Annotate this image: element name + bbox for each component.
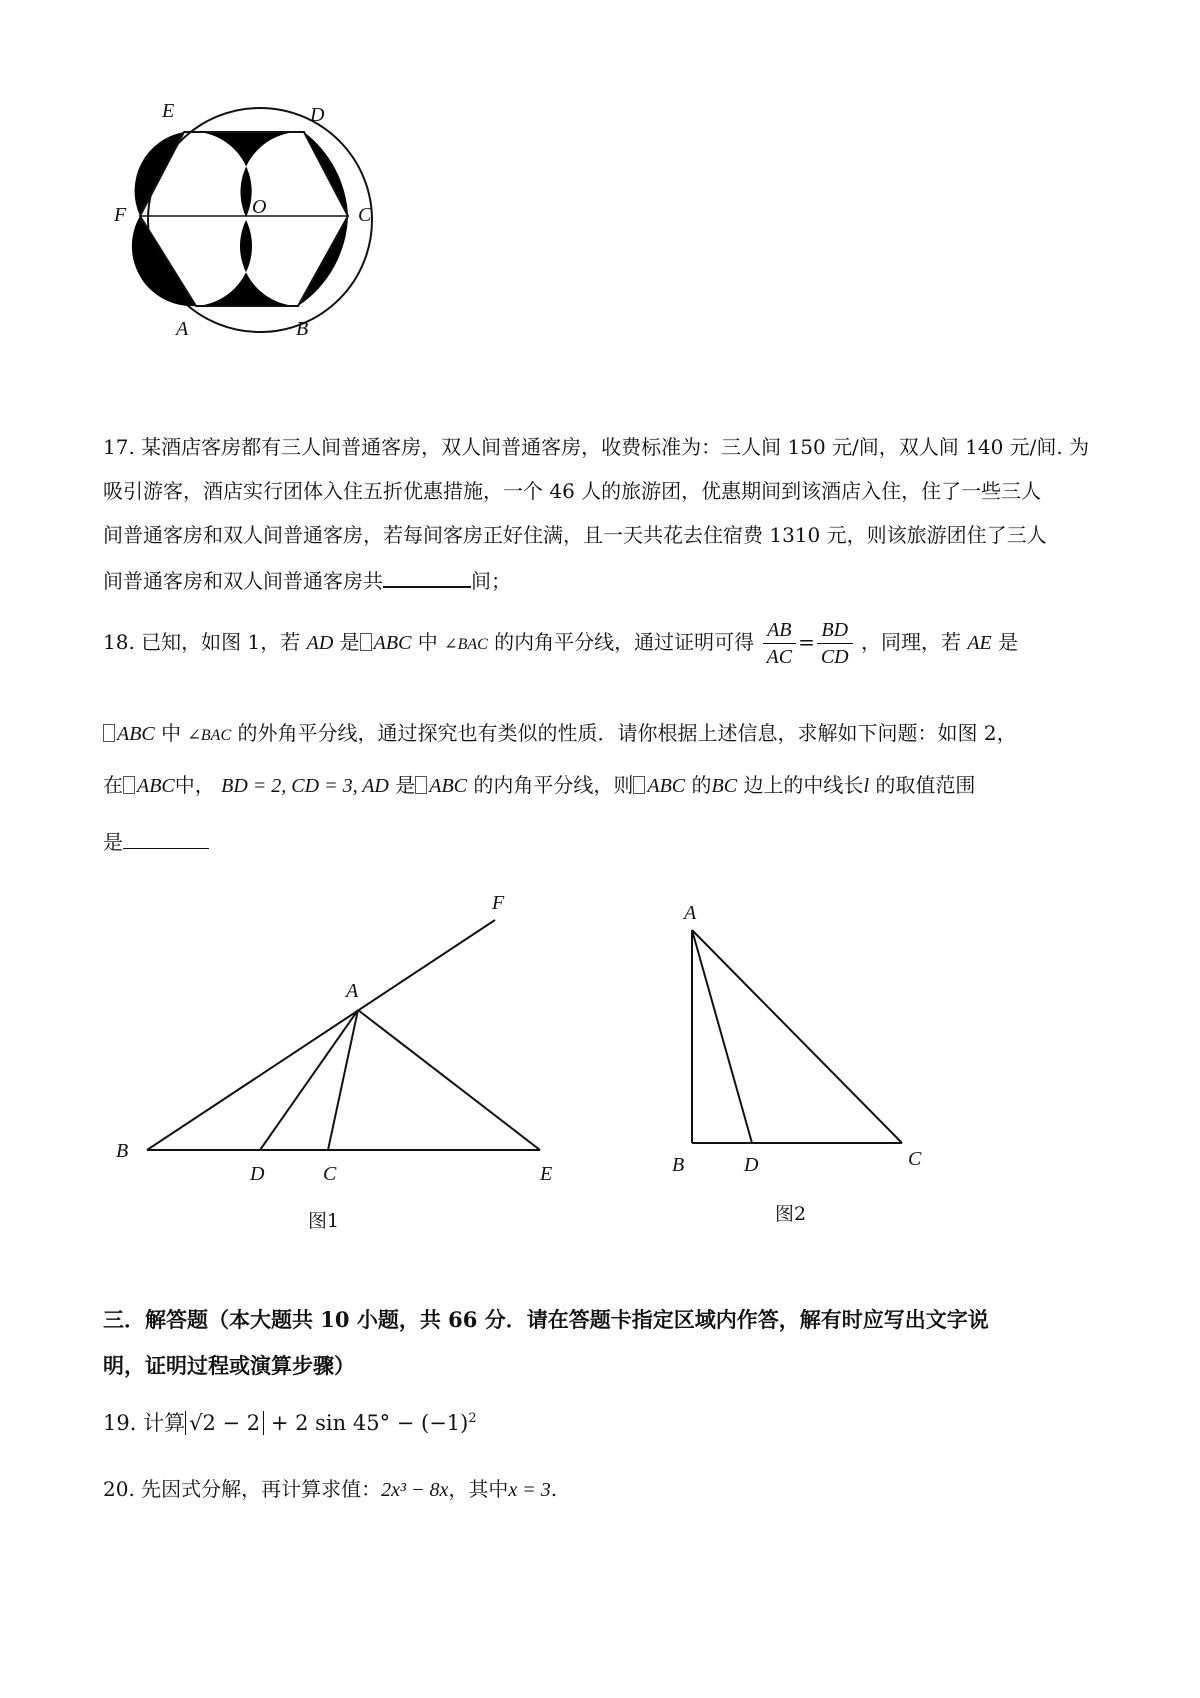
q20-mid: ，其中 bbox=[448, 1477, 509, 1501]
label-b: B bbox=[296, 318, 309, 340]
q18-angle-2: ∠BAC bbox=[187, 727, 232, 744]
q17-text-1: 某酒店客房都有三人间普通客房，双人间普通客房，收费标准为：三人间 150 元/间，双人间 140 元/间. 为 bbox=[141, 435, 1090, 459]
frac1-num: AB bbox=[763, 617, 797, 644]
q18-text-k: 是 bbox=[395, 773, 416, 797]
q17-text-4b: 间； bbox=[471, 569, 511, 593]
q17-number: 17. bbox=[103, 435, 135, 459]
line-ae bbox=[358, 1010, 540, 1150]
q18-text-j: 中， bbox=[174, 773, 215, 797]
q18-abc-3: ABC bbox=[137, 775, 175, 797]
q18-abc-5: ABC bbox=[647, 775, 686, 797]
label-d: D bbox=[310, 104, 325, 126]
label-e: E bbox=[162, 100, 175, 122]
shaded-top bbox=[184, 132, 304, 217]
q18-line2 bbox=[103, 718, 1017, 751]
q19-text: 计算 bbox=[143, 1411, 186, 1435]
q17-line2: 吸引游客，酒店实行团体入住五折优惠措施，一个 46 人的旅游团，优惠期间到该酒店入住，住了一些三人 bbox=[103, 479, 1042, 503]
q18-text-l: 的内角平分线，则 bbox=[473, 773, 634, 797]
fig1-caption: 图1 bbox=[308, 1210, 340, 1232]
q20-expr: 2x³ − 8x bbox=[381, 1479, 449, 1501]
shaded-left-bottom bbox=[132, 216, 196, 306]
q18-text-a: 已知，如图 1，若 bbox=[141, 630, 301, 654]
q18-number: 18. bbox=[103, 630, 135, 654]
q19-exponent: 2 bbox=[468, 1411, 477, 1426]
shaded-bottom bbox=[196, 220, 304, 306]
label-c: C bbox=[358, 204, 372, 226]
triangle-figures bbox=[100, 875, 1000, 1245]
q18-text-n: 边上的中线长 bbox=[743, 773, 864, 797]
q18-text-m: 的 bbox=[691, 773, 712, 797]
fig2-label-a: A bbox=[684, 902, 697, 924]
q17-text-4a: 间普通客房和双人间普通客房共 bbox=[103, 569, 383, 593]
q18-text-c: 中 bbox=[417, 630, 438, 654]
q18-line1 bbox=[103, 612, 1018, 675]
label-f: F bbox=[114, 204, 127, 226]
q18-line4 bbox=[103, 826, 209, 857]
q18-bc: BC bbox=[711, 775, 738, 797]
q18-text-o: 的取值范围 bbox=[875, 773, 976, 797]
q18-angle: ∠BAC bbox=[444, 636, 488, 653]
frac2-den: CD bbox=[820, 646, 849, 668]
fig1-label-d: D bbox=[250, 1163, 265, 1185]
q18-ad: AD bbox=[306, 632, 334, 654]
line-ad-2 bbox=[692, 930, 752, 1143]
q18-line3 bbox=[103, 770, 975, 801]
fig1-label-c: C bbox=[323, 1163, 337, 1185]
q19-expr-b: + 2 sin 45° − (−1) bbox=[270, 1411, 469, 1435]
line-bf bbox=[147, 920, 495, 1150]
fraction-bd-cd bbox=[817, 617, 853, 670]
q18-condition: BD = 2, CD = 3, AD bbox=[221, 775, 389, 797]
section3-heading-line2: 明，证明过程或演算步骤） bbox=[103, 1353, 355, 1378]
line-ac-2 bbox=[692, 930, 902, 1143]
q18-text-h: 的外角平分线，通过探究也有类似的性质．请你根据上述信息，求解如下问题：如图 2， bbox=[237, 721, 1017, 745]
section3-heading-line1: 三．解答题（本大题共 10 小题，共 66 分．请在答题卡指定区域内作答，解有时应写出文字说 bbox=[103, 1307, 989, 1332]
q19-abs-value bbox=[185, 1411, 264, 1435]
q17-answer-blank[interactable] bbox=[383, 564, 471, 588]
fig2-label-d: D bbox=[744, 1154, 759, 1176]
q20-end: . bbox=[550, 1477, 558, 1501]
q18-answer-blank[interactable] bbox=[123, 826, 209, 849]
frac2-num: BD bbox=[817, 617, 853, 644]
fig2-caption: 图2 bbox=[775, 1203, 807, 1225]
q19-line bbox=[103, 1404, 477, 1438]
q18-text-g: 中 bbox=[161, 721, 182, 745]
fig1-label-f: F bbox=[492, 892, 505, 914]
q18-ae: AE bbox=[967, 632, 992, 654]
q18-text-f: 是 bbox=[998, 630, 1019, 654]
triangle-symbol bbox=[415, 776, 427, 794]
q18-abc-4: ABC bbox=[429, 775, 468, 797]
q18-text-p: 是 bbox=[103, 830, 123, 854]
label-o: O bbox=[252, 196, 267, 218]
label-a: A bbox=[176, 318, 189, 340]
hexagon-figure bbox=[100, 95, 420, 385]
q19-number: 19. bbox=[103, 1411, 137, 1435]
q20-cond: x = 3 bbox=[508, 1479, 551, 1501]
q18-text-i: 在 bbox=[103, 773, 123, 797]
q20-text: 先因式分解，再计算求值： bbox=[141, 1477, 382, 1501]
q17-line3: 间普通客房和双人间普通客房，若每间客房正好住满，且一天共花去住宿费 1310 元，则该旅游团住了三人 bbox=[103, 523, 1047, 547]
triangle-symbol bbox=[103, 724, 115, 742]
triangle-symbol bbox=[633, 776, 645, 794]
fig2-label-c: C bbox=[908, 1148, 922, 1170]
triangle-symbol bbox=[123, 776, 135, 794]
equals-sign: = bbox=[798, 630, 815, 654]
frac1-den: AC bbox=[766, 646, 793, 668]
fig1-label-b: B bbox=[116, 1140, 129, 1162]
q18-text-b: 是 bbox=[339, 630, 360, 654]
q20-number: 20. bbox=[103, 1477, 135, 1501]
q18-abc-2: ABC bbox=[117, 723, 155, 745]
fig1-label-a: A bbox=[346, 980, 359, 1002]
fraction-ab-ac bbox=[763, 617, 797, 670]
fig2-label-b: B bbox=[672, 1154, 685, 1176]
q18-abc: ABC bbox=[373, 632, 412, 654]
q18-l: l bbox=[863, 775, 869, 797]
triangle-symbol bbox=[360, 633, 372, 651]
q18-text-d: 的内角平分线，通过证明可得 bbox=[494, 630, 755, 654]
q17-line4 bbox=[103, 564, 511, 596]
q19-expr-a: √2 − 2 bbox=[189, 1411, 261, 1435]
q17-line1 bbox=[103, 432, 1089, 462]
fig1-label-e: E bbox=[540, 1163, 553, 1185]
q18-text-e: ，同理，若 bbox=[860, 630, 961, 654]
q20-line bbox=[103, 1474, 557, 1505]
